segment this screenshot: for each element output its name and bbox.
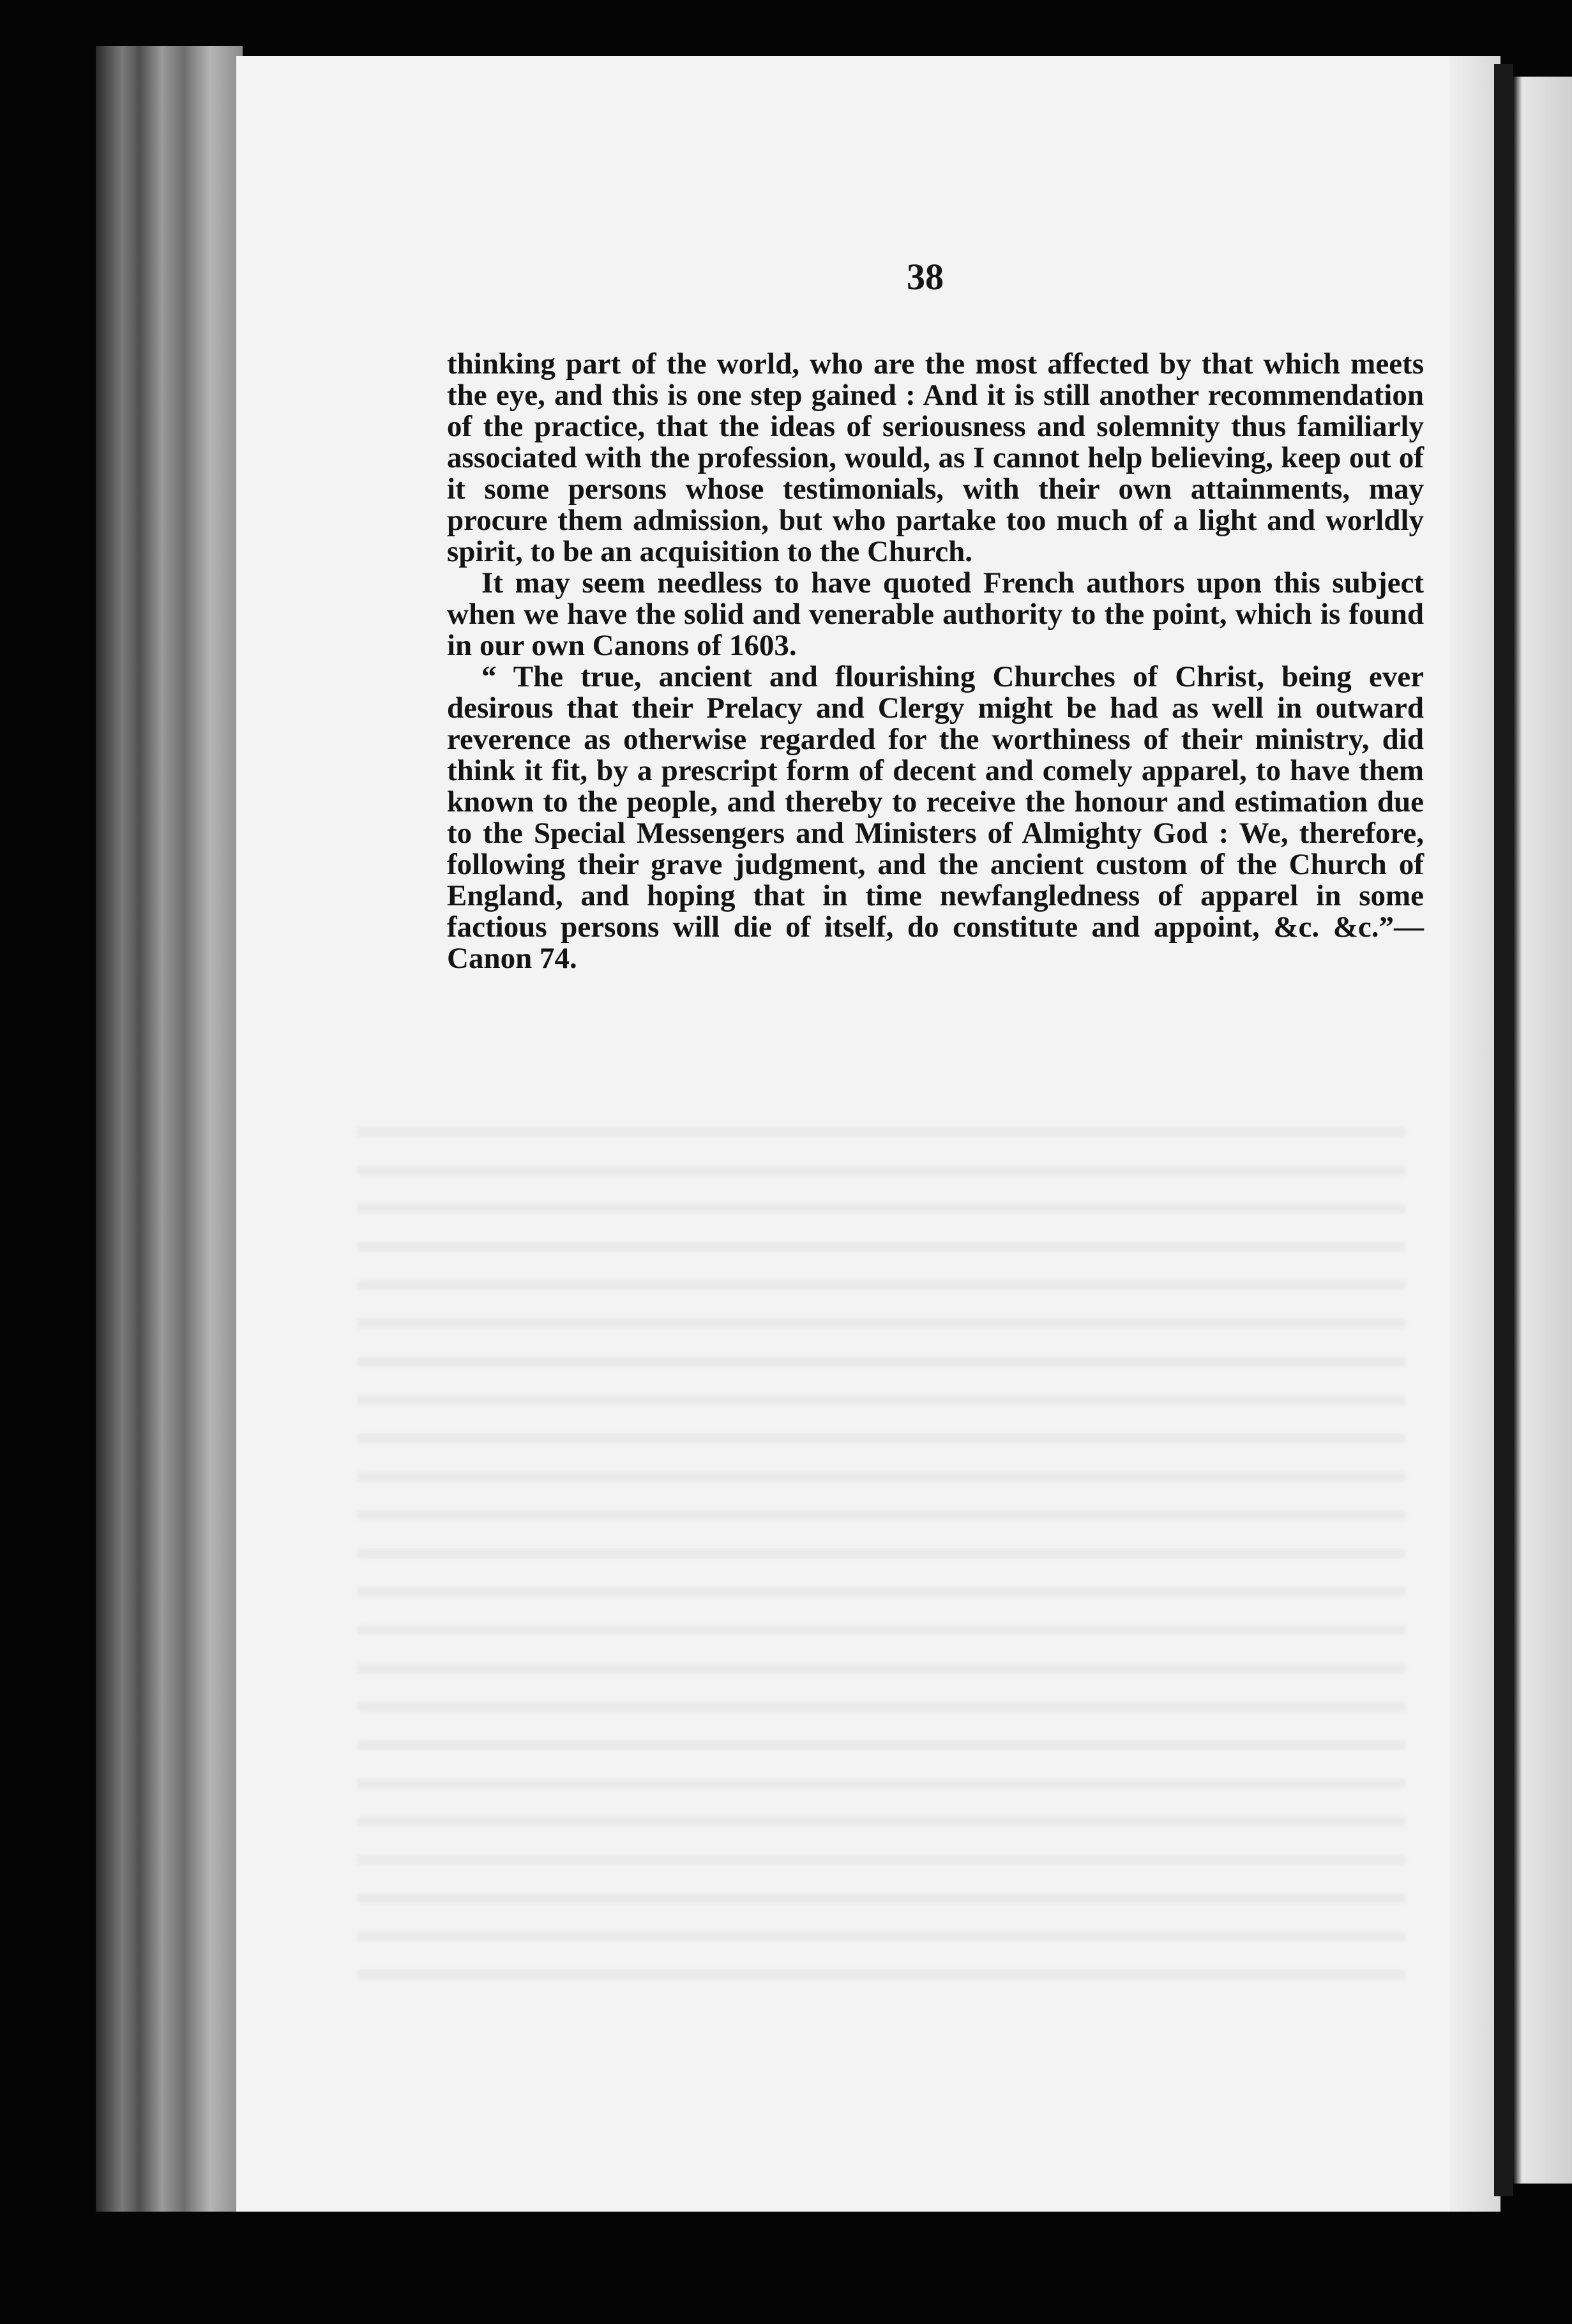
page-body: [447, 349, 1424, 974]
page-stack-edge: [96, 46, 243, 2212]
paragraph-3-canon-quote: “ The true, ancient and flourishing Churches of Christ, being ever desirous that their Prelacy and Clergy might be had as well in outward reverence as otherwise regarded for the worthiness of their ministry, did think it fit, by a prescript form of decent and comely apparel, to have them known to the people, and thereby to receive the honour and estimation due to the Special Messengers and Ministers of Almighty God : We, therefore, following their grave judgment, and the ancient custom of the Church of England, and hoping that in time newfangledness of apparel in some factious persons will die of itself, do constitute and appoint, &c. &c.”—Canon 74.: [447, 660, 1424, 975]
reverse-side-bleed-through: [358, 1098, 1405, 2005]
facing-page-edge: [1513, 77, 1572, 2184]
paragraph-1: thinking part of the world, who are the most affected by that which meets the eye, and this is one step gained : And it is still another recommendation of the practice, that the ideas of seriousness and solemnity thus familiarly associated with the profession, would, as I cannot help believing, keep out of it some persons whose testimonials, with their own attainments, may procure them admission, but who partake too much of a light and worldly spirit, to be an acquisition to the Church.: [447, 347, 1424, 568]
binding-edge: [1494, 64, 1513, 2196]
page-number: 38: [907, 256, 944, 298]
paragraph-2: It may seem needless to have quoted French authors upon this subject when we have the solid and venerable authority to the point, which is found in our own Canons of 1603.: [447, 566, 1424, 662]
page-gutter-shadow: [1449, 56, 1500, 2212]
